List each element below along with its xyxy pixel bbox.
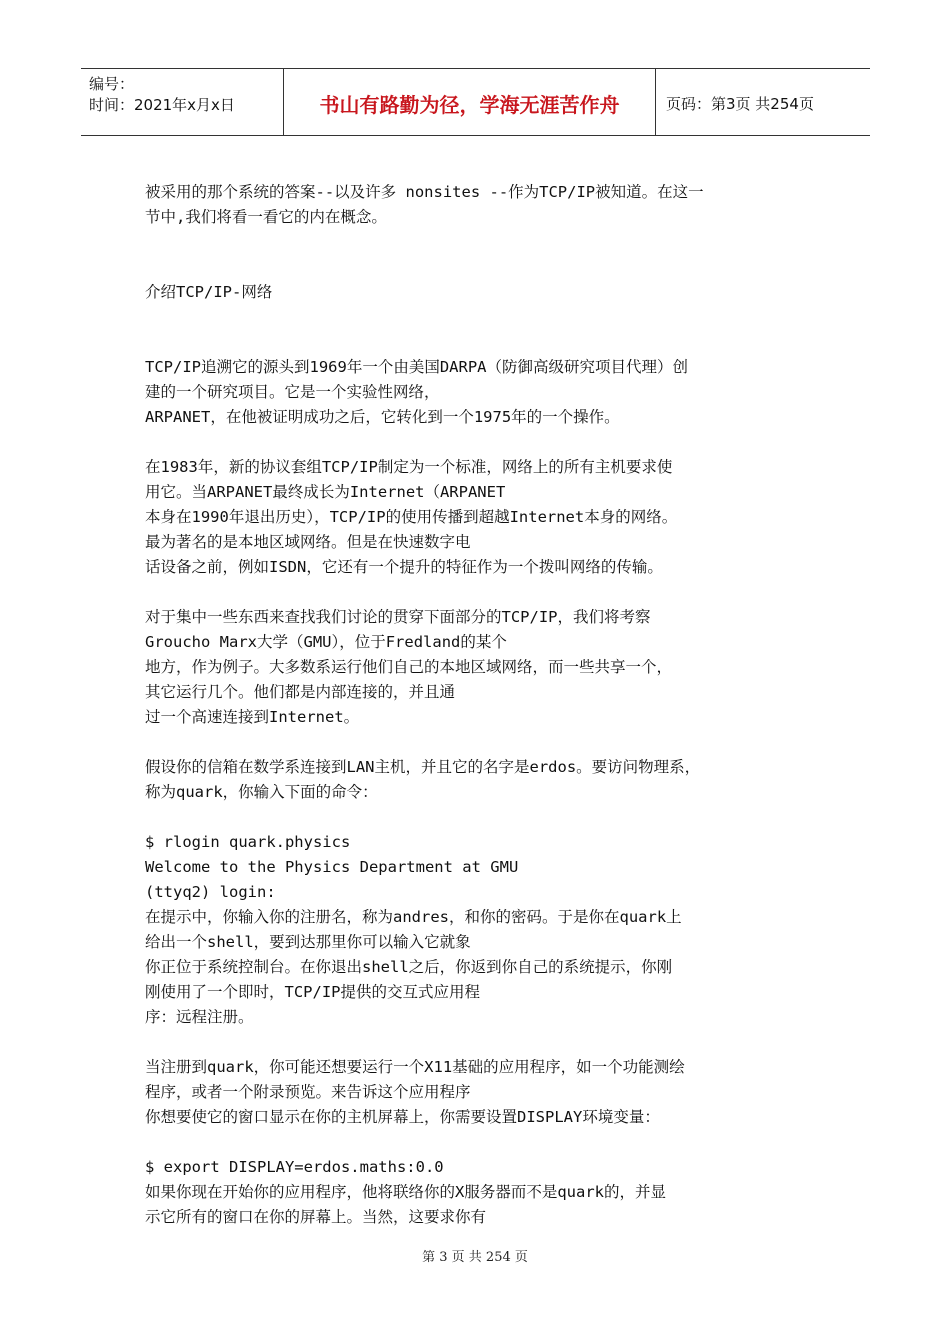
body-line: Welcome to the Physics Department at GMU [145,858,519,876]
body-line: 用它。当ARPANET最终成长为Internet（ARPANET [145,483,506,501]
header-meta [81,69,284,135]
body-line: 话设备之前，例如ISDN，它还有一个提升的特征作为一个拨叫网络的传输。 [145,558,663,576]
body-line: 地方，作为例子。大多数系运行他们自己的本地区域网络，而一些共享一个， [145,658,673,676]
body-line: 最为著名的是本地区域网络。但是在快速数字电 [145,533,471,551]
body-line: 过一个高速连接到Internet。 [145,708,360,726]
body-line: 假设你的信箱在数学系连接到LAN主机，并且它的名字是erdos。要访问物理系， [145,758,701,776]
body-line: 序：远程注册。 [145,1008,254,1026]
body-line: 称为quark，你输入下面的命令： [145,783,378,801]
document-body [145,180,825,1230]
body-line: 对于集中一些东西来查找我们讨论的贯穿下面部分的TCP/IP，我们将考察 [145,608,651,626]
body-line [145,430,825,455]
body-line: 在1983年，新的协议套组TCP/IP制定为一个标准，网络上的所有主机要求使 [145,458,673,476]
document-date-label: 时间：2021年x月x日 [89,96,235,114]
page-header [81,68,870,136]
body-line [145,230,825,255]
header-page-number: 页码：第3页 共254页 [666,94,814,113]
body-line: 建的一个研究项目。它是一个实验性网络， [145,383,440,401]
body-line: $ export DISPLAY=erdos.maths:0.0 [145,1158,444,1176]
body-line [145,255,825,280]
body-line: 当注册到quark，你可能还想要运行一个X11基础的应用程序，如一个功能测绘 [145,1058,685,1076]
body-line: $ rlogin quark.physics [145,833,351,851]
body-line: 你正位于系统控制台。在你退出shell之后，你返到你自己的系统提示，你刚 [145,958,673,976]
body-line: ARPANET，在他被证明成功之后，它转化到一个1975年的一个操作。 [145,408,620,426]
body-line [145,730,825,755]
body-line: 在提示中，你输入你的注册名，称为andres，和你的密码。于是你在quark上 [145,908,682,926]
body-line: 介绍TCP/IP-网络 [145,283,273,301]
body-line [145,330,825,355]
body-line: 刚使用了一个即时，TCP/IP提供的交互式应用程 [145,983,480,1001]
body-line: 被采用的那个系统的答案--以及许多 nonsites --作为TCP/IP被知道。在这一 [145,183,704,201]
body-line [145,580,825,605]
body-line [145,1130,825,1155]
body-line [145,305,825,330]
body-line [145,805,825,830]
body-line: 你想要使它的窗口显示在你的主机屏幕上，你需要设置DISPLAY环境变量： [145,1108,660,1126]
body-line: (ttyq2) login: [145,883,276,901]
body-line: 程序，或者一个附录预览。来告诉这个应用程序 [145,1083,471,1101]
page-footer: 第 3 页 共 254 页 [422,1250,528,1265]
body-line [145,1030,825,1055]
body-line: 节中,我们将看一看它的内在概念。 [145,208,387,226]
document-number-label: 编号： [89,75,135,93]
body-line: 如果你现在开始你的应用程序，他将联络你的X服务器而不是quark的，并显 [145,1183,666,1201]
body-line: 其它运行几个。他们都是内部连接的，并且通 [145,683,456,701]
header-motto: 书山有路勤为径，学海无涯苦作舟 [284,69,656,135]
body-line: TCP/IP追溯它的源头到1969年一个由美国DARPA（防御高级研究项目代理）创 [145,358,688,376]
body-line: Groucho Marx大学（GMU），位于Fredland的某个 [145,633,507,651]
body-line: 示它所有的窗口在你的屏幕上。当然，这要求你有 [145,1208,487,1226]
body-line: 给出一个shell，要到达那里你可以输入它就象 [145,933,471,951]
body-line: 本身在1990年退出历史），TCP/IP的使用传播到超越Internet本身的网络。 [145,508,678,526]
